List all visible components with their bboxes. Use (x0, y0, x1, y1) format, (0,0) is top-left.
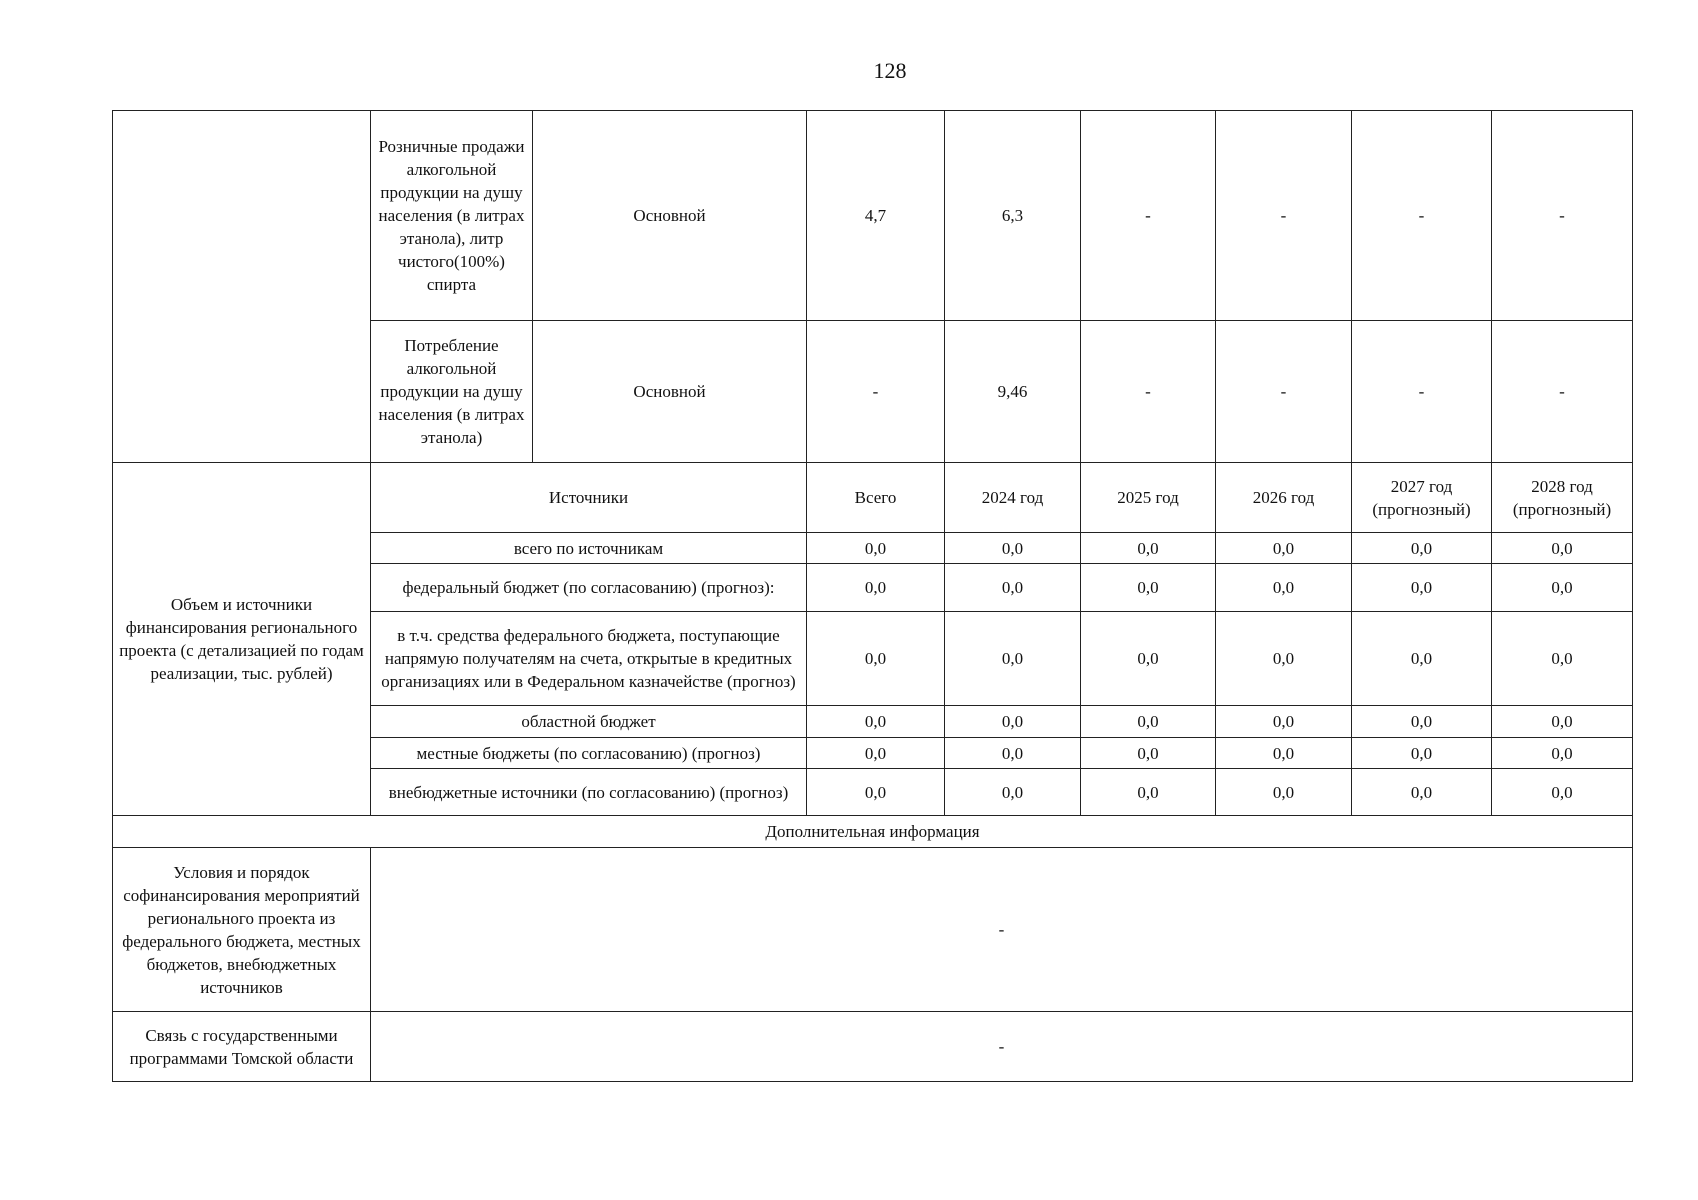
additional-info-title: Дополнительная информация (113, 816, 1633, 848)
financing-value: 0,0 (1216, 738, 1352, 769)
financing-value: 0,0 (1081, 738, 1216, 769)
financing-value: 0,0 (945, 738, 1081, 769)
financing-value: 0,0 (945, 564, 1081, 612)
financing-value: 0,0 (1081, 769, 1216, 816)
financing-source-label: местные бюджеты (по согласованию) (прогноз) (371, 738, 807, 769)
indicator-name: Потребление алкогольной продукции на душу населения (в литрах этанола) (371, 321, 533, 463)
cofinancing-label: Условия и порядок софинансирования мероприятий регионального проекта из федерального бюджета, местных бюджетов, внебюджетных источников (113, 848, 371, 1012)
financing-value: 0,0 (807, 533, 945, 564)
financing-value: 0,0 (807, 769, 945, 816)
page-number: 128 (873, 58, 907, 83)
indicator-value: 9,46 (945, 321, 1081, 463)
indicator-value: - (1492, 111, 1633, 321)
cofinancing-value: - (371, 848, 1633, 1012)
financing-value: 0,0 (1492, 564, 1633, 612)
column-header: 2028 год (прогнозный) (1492, 463, 1633, 533)
financing-value: 0,0 (1492, 738, 1633, 769)
sources-header: Источники (371, 463, 807, 533)
indicator-value: - (1352, 111, 1492, 321)
financing-value: 0,0 (945, 533, 1081, 564)
indicator-value: - (807, 321, 945, 463)
financing-value: 0,0 (1492, 706, 1633, 738)
financing-value: 0,0 (1352, 612, 1492, 706)
indicator-value: - (1081, 321, 1216, 463)
indicator-type: Основной (533, 111, 807, 321)
financing-value: 0,0 (807, 612, 945, 706)
financing-value: 0,0 (1216, 533, 1352, 564)
column-header: 2026 год (1216, 463, 1352, 533)
state-programs-label: Связь с государственными программами Томской области (113, 1012, 371, 1082)
financing-value: 0,0 (1081, 564, 1216, 612)
indicator-name: Розничные продажи алкогольной продукции на душу населения (в литрах этанола), литр чистого(100%) спирта (371, 111, 533, 321)
financing-value: 0,0 (1352, 564, 1492, 612)
financing-value: 0,0 (1216, 769, 1352, 816)
financing-value: 0,0 (1216, 706, 1352, 738)
cofinancing-row (113, 848, 1633, 1012)
indicator-value: 6,3 (945, 111, 1081, 321)
financing-value: 0,0 (807, 738, 945, 769)
column-header: 2025 год (1081, 463, 1216, 533)
indicator-value: - (1352, 321, 1492, 463)
financing-value: 0,0 (945, 769, 1081, 816)
financing-source-label: всего по источникам (371, 533, 807, 564)
state-programs-value: - (371, 1012, 1633, 1082)
financing-header-row (113, 463, 1633, 533)
financing-value: 0,0 (1216, 612, 1352, 706)
financing-value: 0,0 (1081, 533, 1216, 564)
column-header: 2027 год (прогнозный) (1352, 463, 1492, 533)
project-table (112, 110, 1633, 1082)
financing-value: 0,0 (1492, 533, 1633, 564)
indicator-value: - (1492, 321, 1633, 463)
financing-value: 0,0 (807, 564, 945, 612)
indicator-value: - (1081, 111, 1216, 321)
financing-value: 0,0 (1081, 706, 1216, 738)
indicator-row (113, 111, 1633, 321)
financing-value: 0,0 (945, 612, 1081, 706)
financing-value: 0,0 (1081, 612, 1216, 706)
financing-value: 0,0 (1492, 769, 1633, 816)
financing-value: 0,0 (1492, 612, 1633, 706)
financing-source-label: федеральный бюджет (по согласованию) (прогноз): (371, 564, 807, 612)
indicator-type: Основной (533, 321, 807, 463)
indicator-value: - (1216, 321, 1352, 463)
indicator-value: - (1216, 111, 1352, 321)
financing-source-label: в т.ч. средства федерального бюджета, поступающие напрямую получателям на счета, открытые в кредитных организациях или в Федеральном казначействе (прогноз) (371, 612, 807, 706)
financing-value: 0,0 (1352, 706, 1492, 738)
column-header: Всего (807, 463, 945, 533)
financing-value: 0,0 (1352, 533, 1492, 564)
financing-value: 0,0 (945, 706, 1081, 738)
financing-label: Объем и источники финансирования регионального проекта (с детализацией по годам реализации, тыс. рублей) (113, 463, 371, 816)
indicator-value: 4,7 (807, 111, 945, 321)
financing-source-label: областной бюджет (371, 706, 807, 738)
empty-left-cell (113, 111, 371, 463)
financing-source-label: внебюджетные источники (по согласованию) (прогноз) (371, 769, 807, 816)
additional-info-row (113, 816, 1633, 848)
financing-value: 0,0 (1352, 769, 1492, 816)
column-header: 2024 год (945, 463, 1081, 533)
financing-value: 0,0 (807, 706, 945, 738)
state-programs-row (113, 1012, 1633, 1082)
financing-value: 0,0 (1216, 564, 1352, 612)
financing-value: 0,0 (1352, 738, 1492, 769)
